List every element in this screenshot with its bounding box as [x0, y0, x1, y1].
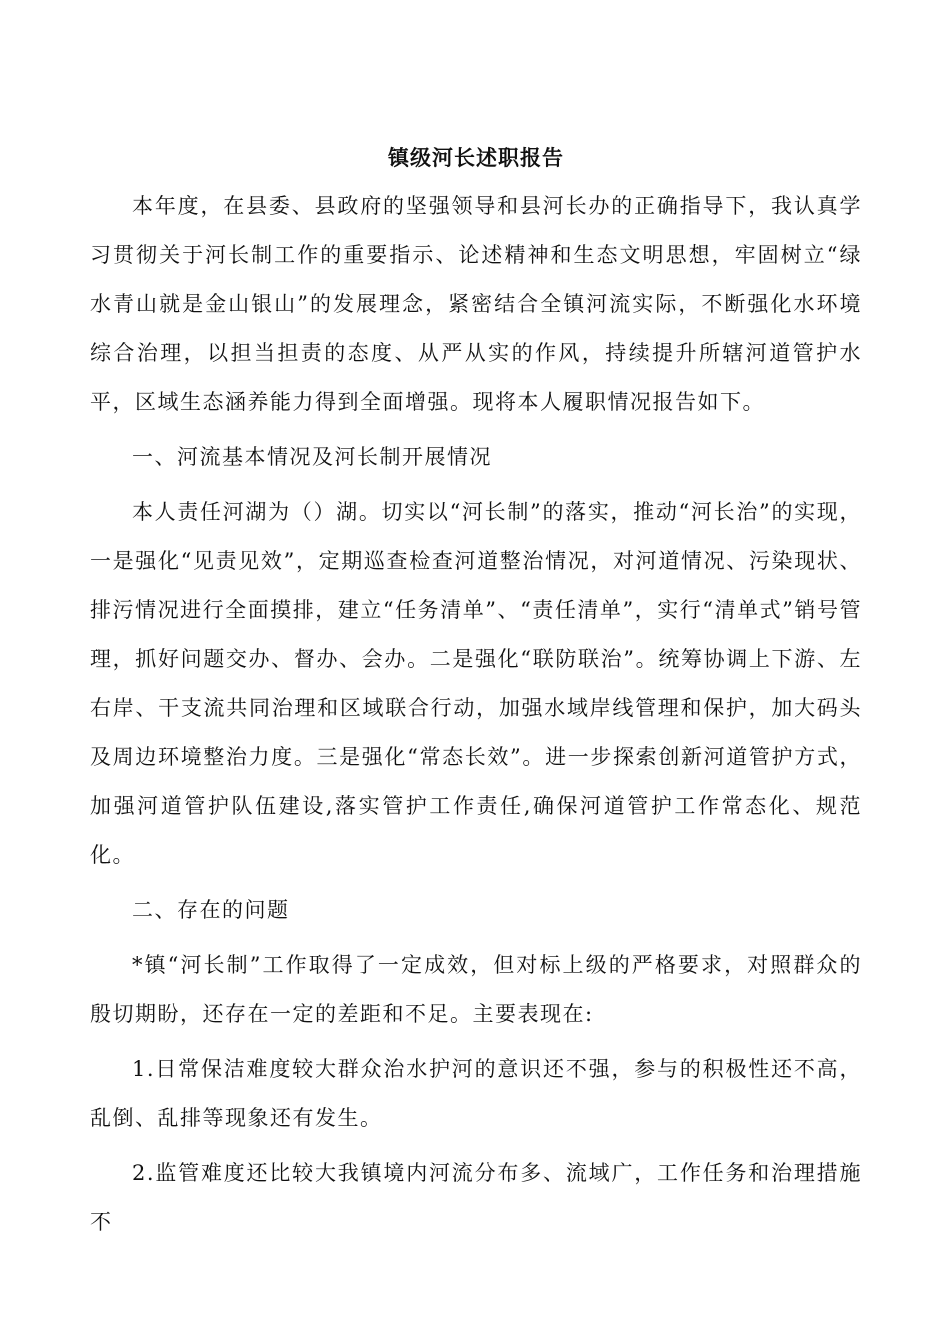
document-title: 镇级河长述职报告: [388, 145, 564, 170]
section-heading-2: 二、存在的问题: [132, 898, 290, 922]
list-item-2: 2.监管难度还比较大我镇境内河流分布多、流域广，工作任务和治理措施不: [90, 1161, 862, 1234]
paragraph-section-1: 本人责任河湖为（）湖。切实以“河长制”的落实，推动“河长治”的实现，一是强化“见责见效”，定期巡查检查河道整治情况，对河道情况、污染现状、排污情况进行全面摸排，建立“任务清单”、“责任清单”，实行“清单式”销号管理，抓好问题交办、督办、会办。二是强化“联防联治”。统筹协调上下游、左右岸、干支流共同治理和区域联合行动，加强水域岸线管理和保护，加大码头及周边环境整治力度。三是强化“常态长效”。进一步探索创新河道管护方式，加强河道管护队伍建设,落实管护工作责任,确保河道管护工作常态化、规范化。: [90, 500, 862, 867]
paragraph-intro: 本年度，在县委、县政府的坚强领导和县河长办的正确指导下，我认真学习贯彻关于河长制工作的重要指示、论述精神和生态文明思想，牢固树立“绿水青山就是金山银山”的发展理念，紧密结合全镇河流实际，不断强化水环境综合治理，以担当担责的态度、从严从实的作风，持续提升所辖河道管护水平，区域生态涵养能力得到全面增强。现将本人履职情况报告如下。: [90, 194, 862, 414]
paragraph-section-2: *镇“河长制”工作取得了一定成效，但对标上级的严格要求，对照群众的殷切期盼，还存在一定的差距和不足。主要表现在:: [90, 953, 862, 1026]
list-item-1: 1.日常保洁难度较大群众治水护河的意识还不强，参与的积极性还不高，乱倒、乱排等现象还有发生。: [90, 1057, 862, 1130]
section-heading-1: 一、河流基本情况及河长制开展情况: [132, 445, 492, 469]
document-page: [90, 138, 862, 1253]
